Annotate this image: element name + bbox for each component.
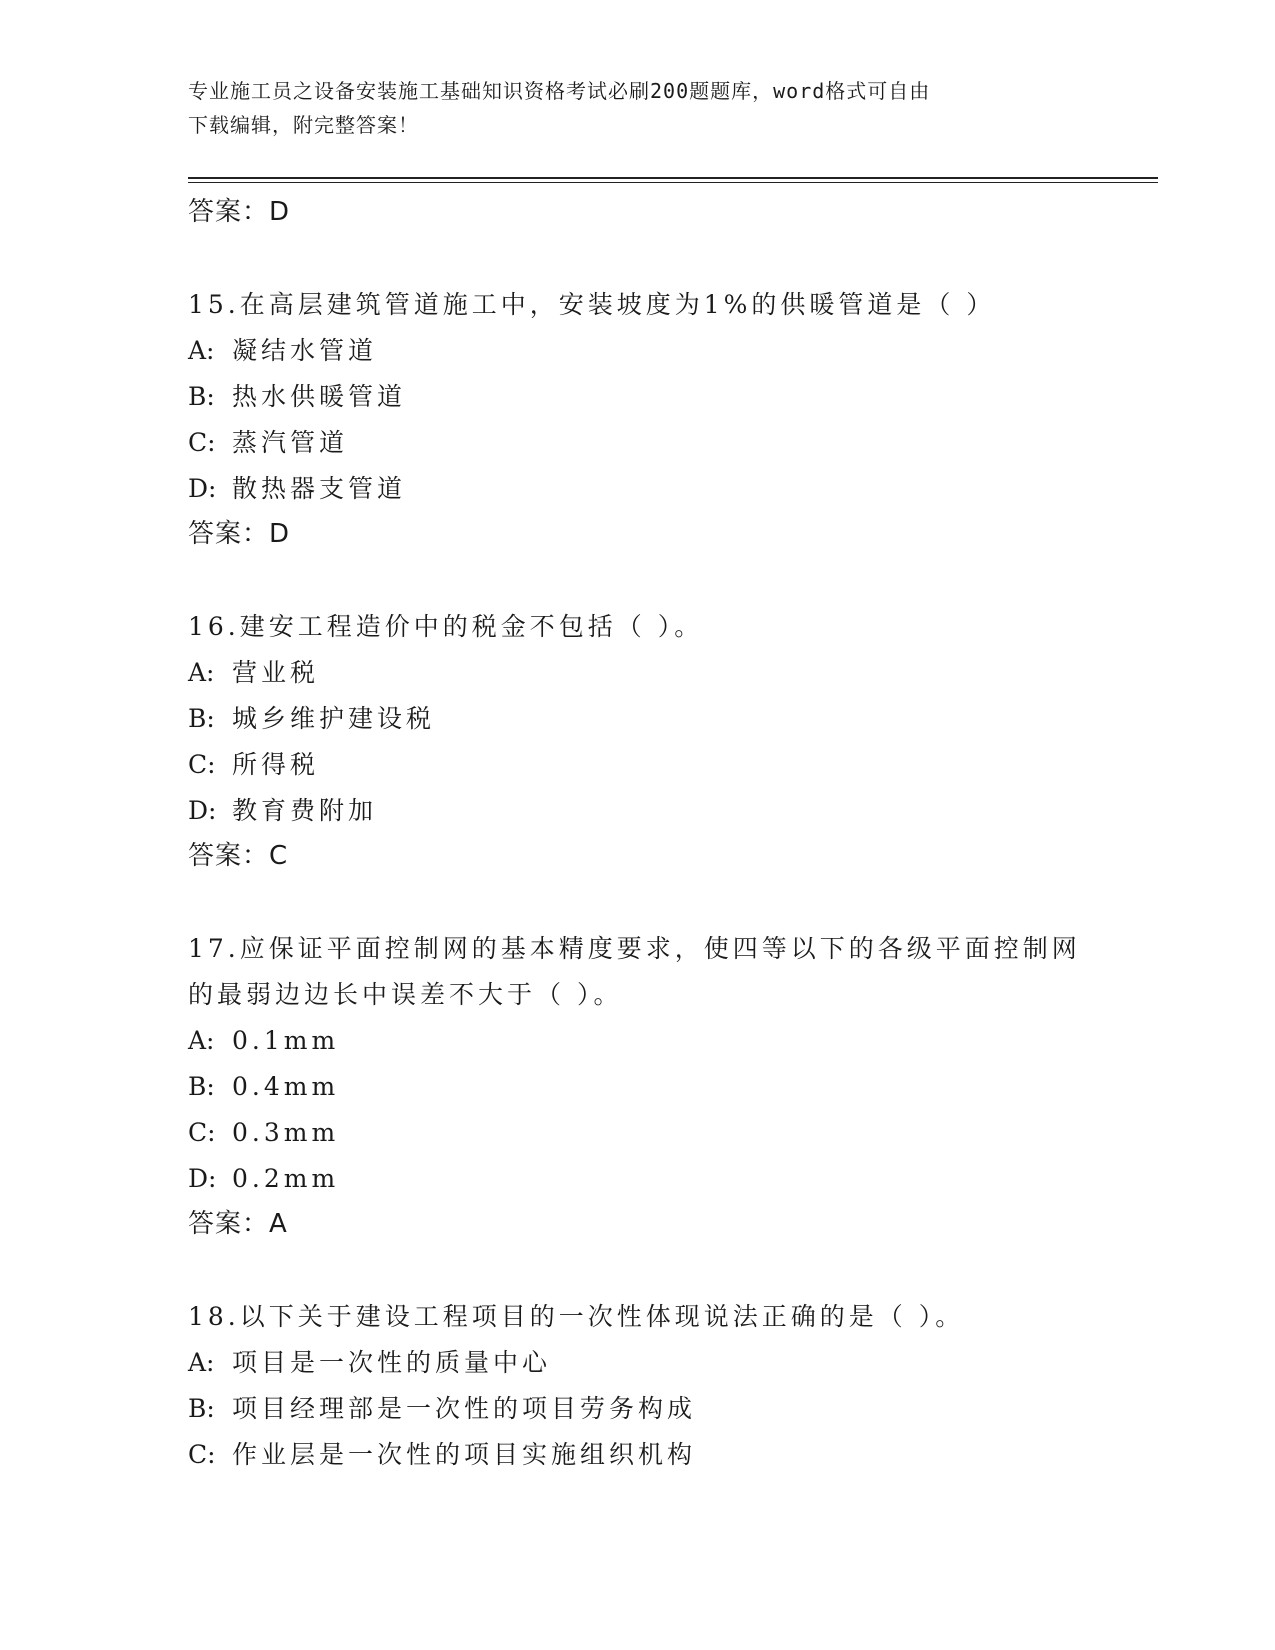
option-text: 项目经理部是一次性的项目劳务构成 [232,1394,697,1423]
option-b [188,1386,1088,1432]
option-key: A: [188,336,215,365]
option-text: 0.2mm [232,1164,340,1193]
option-key: A: [188,1348,215,1377]
option-c [188,742,1088,788]
option-text: 作业层是一次性的项目实施组织机构 [232,1440,697,1469]
spacer [188,1246,1088,1294]
document-header [188,74,1088,142]
option-b [188,696,1088,742]
option-c [188,1432,1088,1478]
option-text: 教育费附加 [232,796,378,825]
option-key: C: [188,750,216,779]
option-key: B: [188,382,215,411]
option-text: 项目是一次性的质量中心 [232,1348,552,1377]
option-key: A: [188,1026,215,1055]
option-d [188,788,1088,834]
option-text: 所得税 [232,750,320,779]
question-item [188,1294,1088,1478]
question-text: 18.以下关于建设工程项目的一次性体现说法正确的是（ ）。 [188,1302,965,1331]
header-line-2: 下载编辑，附完整答案！ [188,113,419,137]
question-list [188,190,1088,1478]
header-divider-thin [188,182,1158,183]
option-d [188,466,1088,512]
option-key: D: [188,474,217,503]
option-b [188,1064,1088,1110]
option-key: B: [188,704,215,733]
question-text: 16.建安工程造价中的税金不包括（ ）。 [188,612,704,641]
option-text: 0.1mm [232,1026,340,1055]
option-text: 凝结水管道 [232,336,378,365]
option-key: A: [188,658,215,687]
option-text: 城乡维护建设税 [232,704,436,733]
option-text: 0.4mm [232,1072,340,1101]
option-d [188,1156,1088,1202]
answer-line: 答案：C [188,841,289,871]
option-key: D: [188,796,217,825]
spacer [188,878,1088,926]
spacer [188,234,1088,282]
question-text: 17.应保证平面控制网的基本精度要求，使四等以下的各级平面控制网的最弱边边长中误差不大于（ ）。 [188,934,1081,1009]
option-text: 营业税 [232,658,320,687]
answer-line: 答案：D [188,519,291,549]
option-key: B: [188,1072,215,1101]
header-divider-thick [188,177,1158,179]
answer-line: 答案：A [188,1209,288,1239]
option-a [188,650,1088,696]
option-key: C: [188,1118,216,1147]
previous-answer: 答案：D [188,197,291,227]
question-item [188,926,1088,1246]
question-text: 15.在高层建筑管道施工中，安装坡度为1%的供暖管道是（ ） [188,290,996,319]
option-text: 蒸汽管道 [232,428,349,457]
option-key: D: [188,1164,217,1193]
option-key: C: [188,428,216,457]
option-key: C: [188,1440,216,1469]
option-a [188,1018,1088,1064]
option-a [188,328,1088,374]
option-c [188,1110,1088,1156]
header-line-1: 专业施工员之设备安装施工基础知识资格考试必刷200题题库，word格式可自由 [188,79,931,103]
option-text: 0.3mm [232,1118,340,1147]
option-text: 热水供暖管道 [232,382,407,411]
option-key: B: [188,1394,215,1423]
option-b [188,374,1088,420]
option-text: 散热器支管道 [232,474,407,503]
option-a [188,1340,1088,1386]
option-c [188,420,1088,466]
spacer [188,556,1088,604]
question-item [188,282,1088,556]
question-item [188,604,1088,878]
